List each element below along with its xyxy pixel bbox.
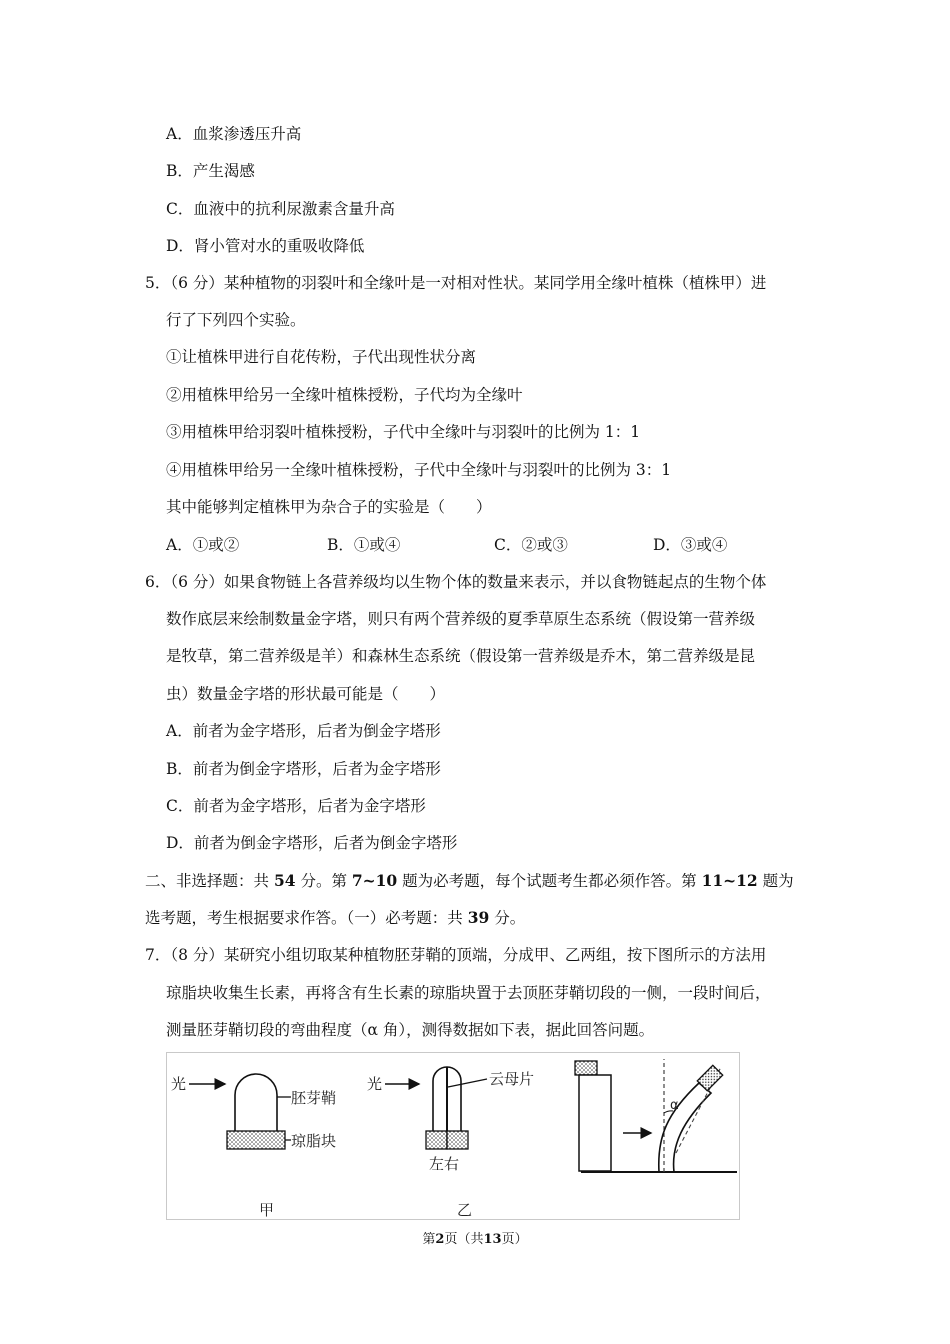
q4-option-a: A．血浆渗透压升高 — [166, 125, 302, 143]
coleoptile-a — [235, 1074, 277, 1131]
group-a-setup — [171, 1074, 336, 1219]
q5-option-c: C．②或③ — [494, 536, 568, 554]
q5-stem-line-1: 5．（6 分）某种植物的羽裂叶和全缘叶是一对相对性状。某同学用全缘叶植株（植株甲）进 — [145, 274, 767, 292]
agar-on-bent-cutting — [697, 1065, 722, 1090]
mica-pointer — [448, 1079, 487, 1087]
q7-stem-line-1: 7．（8 分）某研究小组切取某种植物胚芽鞘的顶端，分成甲、乙两组，按下图所示的方法用 — [145, 946, 767, 964]
straight-cutting — [579, 1075, 611, 1171]
agar-block-b-right — [447, 1131, 468, 1149]
experiment-diagram — [167, 1053, 741, 1221]
q7-stem-line-3: 测量胚芽鞘切段的弯曲程度（α 角），测得数据如下表，据此回答问题。 — [166, 1021, 655, 1039]
agar-block-label: 琼脂块 — [291, 1132, 337, 1150]
q5-experiment-2: ②用植株甲给另一全缘叶植株授粉，子代均为全缘叶 — [166, 386, 523, 404]
section2-line-2: 选考题，考生根据要求作答。（一）必考题：共 39 分。 — [145, 908, 526, 927]
q5-option-b: B．①或④ — [327, 536, 401, 554]
group-b-setup — [367, 1067, 534, 1219]
q6-stem-line-4: 虫）数量金字塔的形状最可能是（ ） — [166, 685, 446, 703]
total-pages: 13 — [483, 1232, 502, 1247]
page-footer: 第2页（共13页） — [422, 1232, 528, 1247]
q7-stem-line-2: 琼脂块收集生长素，再将含有生长素的琼脂块置于去顶胚芽鞘切段的一侧，一段时间后， — [166, 984, 771, 1002]
q6-stem-line-1: 6．（6 分）如果食物链上各营养级均以生物个体的数量来表示，并以食物链起点的生物个体 — [145, 573, 767, 591]
q4-option-b: B．产生渴感 — [166, 162, 255, 180]
q4-option-c: C．血液中的抗利尿激素含量升高 — [166, 200, 395, 218]
q5-experiment-3: ③用植株甲给羽裂叶植株授粉，子代中全缘叶与羽裂叶的比例为 1：1 — [166, 423, 641, 441]
q5-stem-line-2: 行了下列四个实验。 — [166, 311, 306, 329]
q5-experiment-1: ①让植株甲进行自花传粉，子代出现性状分离 — [166, 348, 477, 366]
q6-stem-line-2: 数作底层来绘制数量金字塔，则只有两个营养级的夏季草原生态系统（假设第一营养级 — [166, 610, 756, 628]
bending-measurement — [575, 1059, 737, 1172]
q6-option-b: B．前者为倒金字塔形，后者为金字塔形 — [166, 760, 441, 778]
q6-option-d: D．前者为倒金字塔形，后者为倒金字塔形 — [166, 834, 458, 852]
alpha-label: α — [670, 1098, 679, 1113]
agar-block-b-left — [426, 1131, 447, 1149]
page-number: 2 — [435, 1232, 445, 1247]
coleoptile-experiment-figure — [166, 1052, 740, 1220]
q6-option-c: C．前者为金字塔形，后者为金字塔形 — [166, 797, 426, 815]
q5-option-a: A．①或② — [166, 536, 240, 554]
coleoptile-label: 胚芽鞘 — [291, 1089, 337, 1107]
section2-line-1: 二、非选择题：共 54 分。第 7~10 题为必考题，每个试题考生都必须作答。第 11~12 题为 — [145, 871, 794, 890]
agar-on-cutting — [575, 1061, 597, 1075]
group-b-label: 乙 — [457, 1201, 473, 1219]
q5-options — [166, 534, 786, 556]
q4-option-d: D．肾小管对水的重吸收降低 — [166, 237, 365, 255]
q6-stem-line-3: 是牧草，第二营养级是羊）和森林生态系统（假设第一营养级是乔木，第二营养级是昆 — [166, 647, 756, 665]
group-a-label: 甲 — [259, 1201, 275, 1219]
light-label-b: 光 — [367, 1075, 383, 1093]
mica-label: 云母片 — [489, 1070, 535, 1088]
bent-cutting — [659, 1083, 711, 1172]
q5-experiment-4: ④用植株甲给另一全缘叶植株授粉，子代中全缘叶与羽裂叶的比例为 3：1 — [166, 461, 672, 479]
left-right-label: 左右 — [429, 1155, 460, 1173]
q5-question: 其中能够判定植株甲为杂合子的实验是（ ） — [166, 498, 492, 516]
q6-option-a: A．前者为金字塔形，后者为倒金字塔形 — [166, 722, 441, 740]
q5-option-d: D．③或④ — [653, 536, 728, 554]
agar-block-a — [227, 1131, 285, 1149]
light-label-a: 光 — [171, 1075, 187, 1093]
